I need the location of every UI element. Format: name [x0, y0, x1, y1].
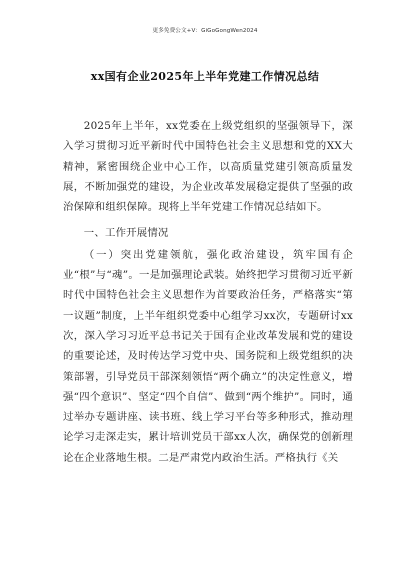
document-body: [63, 116, 353, 474]
intro-paragraph: 2025年上半年，xx党委在上级党组织的坚强领导下，深入学习贯彻习近平新时代中国特色社会主义思想和党的XX大精神，紧密围绕企业中心工作，以高质量党建引领高质量发展，不断加强党的建设，为企业改革发展稳定提供了坚强的政治保障和组织保障。现将上半年党建工作情况总结如下。: [63, 120, 353, 214]
header-note: 更多免费公文+V：GiGoGongWen2024: [152, 28, 258, 34]
section-paragraph: （一）突出党建领航，强化政治建设，筑牢国有企业“根”与“魂”。一是加强理论武装。始终把学习贯彻习近平新时代中国特色社会主义思想作为首要政治任务，严格落实“第一议题”制度，上半年组织党委中心组学习xx次，专题研讨xx次，深入学习习近平总书记关于国有企业改革发展和党的建设的重要论述，及时传达学习党中央、国务院和上级党组织的决策部署，引导党员干部深刻领悟“两个确立”的决定性意义，增强“四个意识”、坚定“四个自信”、做到“两个维护”。同时，通过举办专题讲座、读书班、线上学习平台等多种形式，推动理论学习走深走实，累计培训党员干部xx人次，确保党的创新理论在企业落地生根。二是严肃党内政治生活。严格执行《关: [63, 248, 353, 464]
document-title: xx国有企业2025年上半年党建工作情况总结: [90, 70, 320, 83]
section-heading: 一、工作开展情况: [83, 227, 169, 240]
